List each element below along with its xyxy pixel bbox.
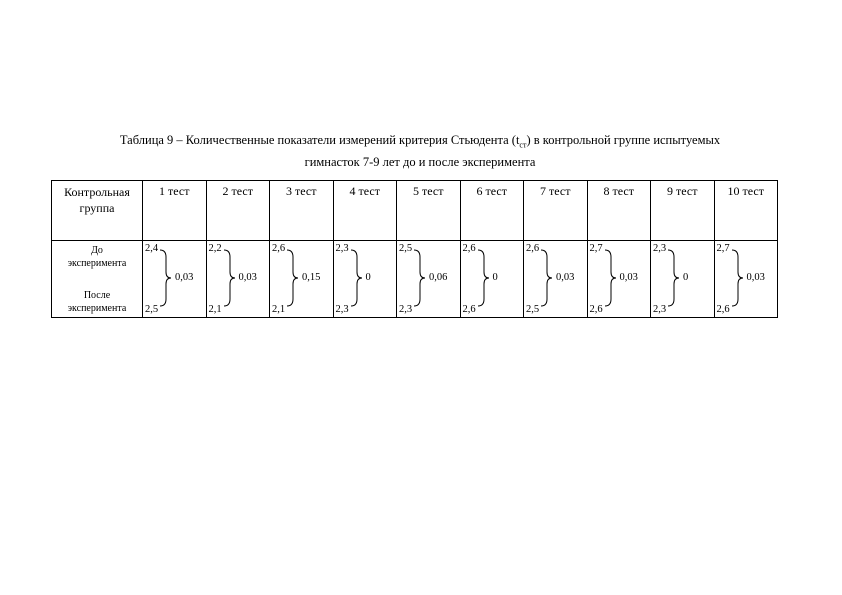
row-label-before	[52, 244, 142, 270]
value-after: 2,6	[589, 304, 603, 315]
value-before: 2,5	[399, 243, 413, 254]
test-header: 10 тест	[714, 181, 778, 241]
student-criterion-table	[51, 180, 778, 318]
row-label-after	[52, 289, 142, 315]
value-after: 2,5	[145, 304, 159, 315]
test-header: 2 тест	[206, 181, 270, 241]
brace-icon	[158, 249, 172, 307]
group-header	[52, 181, 143, 241]
test-header: 8 тест	[587, 181, 651, 241]
t-value: 0,06	[429, 272, 448, 283]
caption-text-line2: гимнасток 7-9 лет до и после эксперимента	[304, 154, 536, 169]
test-cell	[651, 241, 715, 318]
t-value: 0,03	[746, 272, 765, 283]
test-header: 6 тест	[460, 181, 524, 241]
brace-icon	[476, 249, 490, 307]
table-header-row	[52, 181, 778, 241]
value-after: 2,6	[462, 304, 476, 315]
value-after: 2,5	[526, 304, 540, 315]
row-label-before-line1: До	[91, 245, 103, 256]
value-before: 2,4	[145, 243, 159, 254]
value-after: 2,6	[716, 304, 730, 315]
brace-icon	[539, 249, 553, 307]
group-header-line1: Контрольная	[64, 185, 130, 199]
row-label-before-line2: эксперимента	[67, 258, 127, 269]
value-before: 2,3	[335, 243, 349, 254]
test-cell	[524, 241, 588, 318]
value-before: 2,6	[462, 243, 476, 254]
test-header: 7 тест	[524, 181, 588, 241]
brace-icon	[666, 249, 680, 307]
value-before: 2,6	[272, 243, 286, 254]
test-cell	[460, 241, 524, 318]
test-header: 1 тест	[143, 181, 207, 241]
value-before: 2,6	[526, 243, 540, 254]
row-label-after-line1: После	[83, 290, 111, 301]
value-before: 2,2	[208, 243, 222, 254]
value-after: 2,1	[272, 304, 286, 315]
value-before: 2,7	[716, 243, 730, 254]
caption-subscript: ст	[519, 140, 527, 150]
caption-text-end: ) в контрольной группе испытуемых	[526, 133, 721, 147]
test-cell	[270, 241, 334, 318]
test-cell	[397, 241, 461, 318]
test-cell	[587, 241, 651, 318]
value-before: 2,3	[653, 243, 667, 254]
value-after: 2,3	[399, 304, 413, 315]
brace-icon	[285, 249, 299, 307]
caption-text-start: Таблица 9 – Количественные показатели измерений критерия Стьюдента (t	[119, 133, 520, 147]
brace-icon	[412, 249, 426, 307]
brace-icon	[730, 249, 744, 307]
test-header: 4 тест	[333, 181, 397, 241]
group-header-line2: группа	[79, 201, 115, 215]
value-after: 2,3	[335, 304, 349, 315]
row-labels-cell	[52, 241, 143, 318]
brace-icon	[349, 249, 363, 307]
value-after: 2,3	[653, 304, 667, 315]
row-label-after-line2: эксперимента	[67, 303, 127, 314]
test-header: 3 тест	[270, 181, 334, 241]
brace-icon	[222, 249, 236, 307]
test-cell	[333, 241, 397, 318]
brace-icon	[603, 249, 617, 307]
test-cell	[714, 241, 778, 318]
value-before: 2,7	[589, 243, 603, 254]
t-value: 0,03	[619, 272, 638, 283]
t-value: 0	[683, 272, 689, 283]
test-header: 9 тест	[651, 181, 715, 241]
t-value: 0	[492, 272, 498, 283]
t-value: 0,03	[175, 272, 194, 283]
value-after: 2,1	[208, 304, 222, 315]
t-value: 0,03	[238, 272, 257, 283]
t-value: 0	[365, 272, 371, 283]
test-cell	[206, 241, 270, 318]
t-value: 0,15	[302, 272, 321, 283]
t-value: 0,03	[556, 272, 575, 283]
test-cell	[143, 241, 207, 318]
table-caption	[60, 132, 780, 170]
test-header: 5 тест	[397, 181, 461, 241]
table-row	[52, 241, 778, 318]
